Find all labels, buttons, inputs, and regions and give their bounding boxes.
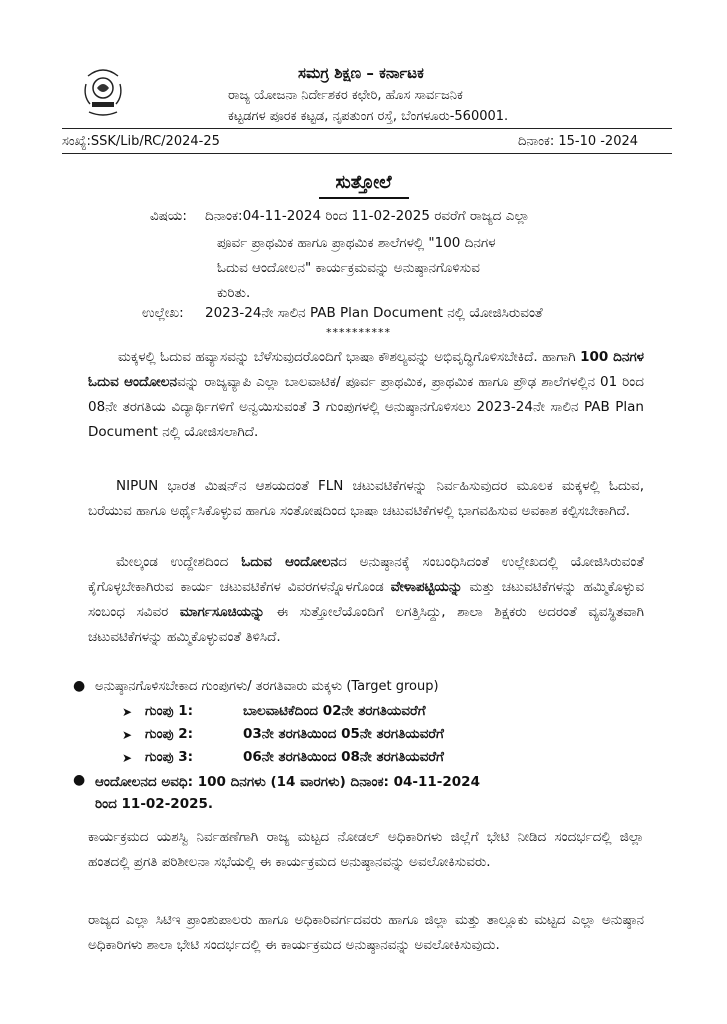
- page-title: ಸುತ್ತೋಲೆ: [335, 172, 392, 193]
- subject-line: ದಿನಾಂಕ:04-11-2024 ರಿಂದ 11-02-2025 ರವರೆಗೆ ರಾಜ್ಯದ ಎಲ್ಲಾ: [205, 208, 530, 224]
- ref-divider: [62, 153, 672, 154]
- arrow-icon: ➤: [122, 705, 133, 719]
- group-name: ಗುಂಪು 2:: [145, 726, 194, 742]
- arrow-icon: ➤: [122, 751, 133, 765]
- group-desc: ಬಾಲವಾಟಿಕೆದಿಂದ 02ನೇ ತರಗತಿಯವರೆಗೆ: [243, 703, 426, 719]
- para1-text: ವನ್ನು ರಾಜ್ಯವ್ಯಾಪಿ ಎಲ್ಲಾ ಬಾಲವಾಟಿಕ/ ಪೂರ್ವ ಪ್ರಾಥಮಿಕ, ಪ್ರಾಥಮಿಕ ಹಾಗೂ ಪ್ರೌಢ ಶಾಲೆಗಳಲ್ಲಿನ 01 ರಿಂದ 08ನೇ ತರಗತಿಯ ವಿದ್ಯಾರ್ಥಿಗಳಿಗೆ ಅನ್ವಯಿಸುವಂತೆ 3 ಗುಂಪುಗಳಲ್ಲಿ ಅನುಷ್ಠಾನಗೊಳಿಸಲು 2023-24ನೇ ಸಾಲಿನ PAB Plan Document ನಲ್ಲಿ ಯೋಜಿಸಲಾಗಿದೆ.: [88, 374, 645, 440]
- reference-text: 2023-24ನೇ ಸಾಲಿನ PAB Plan Document ನಲ್ಲಿ ಯೋಜಿಸಿರುವಂತೆ: [205, 305, 543, 321]
- paragraph-2: NIPUN ಭಾರತ ಮಿಷನ್‌ನ ಆಶಯದಂತೆ FLN ಚಟುವಟಿಕೆಗಳನ್ನು ನಿರ್ವಹಿಸುವುದರ ಮೂಲಕ ಮಕ್ಕಳಲ್ಲಿ ಓದುವ, ಬರೆಯುವ ಹಾಗೂ ಅರ್ಥೈಸಿಕೊಳ್ಳುವ ಹಾಗೂ ಸಂತೋಷದಿಂದ ಭಾಷಾ ಚಟುವಟಿಕೆಗಳಲ್ಲಿ ಭಾಗವಹಿಸುವ ಅವಕಾಶ ಕಲ್ಪಿಸಬೇಕಾಗಿದೆ.: [88, 478, 644, 519]
- document-date: ದಿನಾಂಕ: 15-10 -2024: [518, 134, 639, 149]
- group-desc: 06ನೇ ತರಗತಿಯಿಂದ 08ನೇ ತರಗತಿಯವರೆಗೆ: [243, 749, 444, 765]
- guidelines-bold: ಮಾರ್ಗಸೂಚಿಯನ್ನು: [179, 604, 265, 620]
- separator-stars: **********: [326, 326, 391, 339]
- bullet-icon: ●: [73, 678, 86, 694]
- arrow-icon: ➤: [122, 728, 133, 742]
- target-group-heading: ಅನುಷ್ಠಾನಗೊಳಿಸಬೇಕಾದ ಗುಂಪುಗಳು/ ತರಗತಿವಾರು ಮಕ್ಕಳು (Target group): [95, 679, 439, 694]
- timetable-bold: ವೇಳಾಪಟ್ಟಿಯನ್ನು: [390, 579, 463, 595]
- para3-text: ದ ಅನುಷ್ಠಾನಕ್ಕೆ ಸಂಬಂಧಿಸಿದಂತೆ ಉಲ್ಲೇಖದಲ್ಲಿ ಯೋಜಿಸಿರುವಂತೆ ಕೈಗೊಳ್ಳಬೇಕಾಗಿರುವ ಕಾರ್ಯ ಚಟುವಟಿಕೆಗಳ ವಿವರಗಳನ್ನೊಳಗೊಂಡ: [88, 554, 644, 595]
- paragraph-1: [88, 345, 644, 445]
- subject-line: ಓದುವ ಆಂದೋಲನ" ಕಾರ್ಯಕ್ರಮವನ್ನು ಅನುಷ್ಠಾನಗೊಳಿಸುವ: [217, 260, 480, 276]
- subject-line: ಕುರಿತು.: [217, 285, 251, 301]
- org-name: ಸಮಗ್ರ ಶಿಕ್ಷಣ – ಕರ್ನಾಟಕ: [298, 64, 424, 82]
- paragraph-3: [88, 550, 644, 650]
- group-name: ಗುಂಪು 3:: [145, 749, 194, 765]
- header-divider: [62, 128, 672, 129]
- group-name: ಗುಂಪು 1:: [145, 703, 194, 719]
- campaign-duration: ಆಂದೋಲನದ ಅವಧಿ: 100 ದಿನಗಳು (14 ವಾರಗಳು) ದಿನಾಂಕ: 04-11-2024: [95, 774, 480, 790]
- karnataka-emblem-icon: [80, 62, 126, 120]
- para3-text: ಈ ಸುತ್ತೋಲೆಯೊಂದಿಗೆ ಲಗತ್ತಿಸಿದ್ದು, ಶಾಲಾ ಶಿಕ್ಷಕರು ಅದರಂತೆ ವ್ಯವಸ್ಥಿತವಾಗಿ ಚಟುವಟಿಕೆಗಳನ್ನು ಹಮ್ಮಿಕೊಳ್ಳುವಂತೆ ತಿಳಿಸಿದೆ.: [88, 604, 644, 645]
- reference-number: ಸಂಖ್ಯೆ:SSK/Lib/RC/2024-25: [62, 134, 220, 149]
- bullet-icon: ●: [73, 772, 86, 788]
- org-address-line1: ರಾಜ್ಯ ಯೋಜನಾ ನಿರ್ದೇಶಕರ ಕಛೇರಿ, ಹೊಸ ಸಾರ್ವಜನಿಕ: [228, 88, 463, 103]
- para1-text: ಮಕ್ಕಳಲ್ಲಿ ಓದುವ ಹವ್ಯಾಸವನ್ನು ಬೆಳೆಸುವುದರೊಂದಿಗೆ ಭಾಷಾ ಕೌಶಲ್ಯವನ್ನು ಅಭಿವೃದ್ಧಿಗೊಳಿಸಬೇಕಿದೆ. ಹಾಗಾಗಿ: [118, 349, 581, 365]
- paragraph-5: ರಾಜ್ಯದ ಎಲ್ಲಾ ಸಿಟಿಇ ಪ್ರಾಂಶುಪಾಲರು ಹಾಗೂ ಅಧಿಕಾರಿವರ್ಗದವರು ಹಾಗೂ ಜಿಲ್ಲಾ ಮತ್ತು ತಾಲ್ಲೂಕು ಮಟ್ಟದ ಎಲ್ಲಾ ಅನುಷ್ಠಾನ ಅಧಿಕಾರಿಗಳು ಶಾಲಾ ಭೇಟಿ ಸಂದರ್ಭದಲ್ಲಿ ಈ ಕಾರ್ಯಕ್ರಮದ ಅನುಷ್ಠಾನವನ್ನು ಅವಲೋಕಿಸುವುದು.: [88, 912, 644, 953]
- para3-text: ಮೇಲ್ಕಂಡ ಉದ್ದೇಶದಿಂದ: [116, 554, 242, 570]
- org-address-line2: ಕಟ್ಟಡಗಳ ಪೂರಕ ಕಟ್ಟಡ, ನೃಪತುಂಗ ರಸ್ತೆ, ಬೆಂಗಳೂರು-560001.: [228, 109, 509, 124]
- para3-bold: ಓದುವ ಆಂದೋಲನ: [241, 554, 339, 570]
- subject-label: ವಿಷಯ:: [150, 208, 187, 224]
- subject-line: ಪೂರ್ವ ಪ್ರಾಥಮಿಕ ಹಾಗೂ ಪ್ರಾಥಮಿಕ ಶಾಲೆಗಳಲ್ಲಿ "100 ದಿನಗಳ: [217, 235, 496, 251]
- para1-bold: 100 ದಿನಗಳ ಓದುವ ಆಂದೋಲನ: [88, 349, 645, 390]
- group-desc: 03ನೇ ತರಗತಿಯಿಂದ 05ನೇ ತರಗತಿಯವರೆಗೆ: [243, 726, 444, 742]
- campaign-duration-end: ರಿಂದ 11-02-2025.: [95, 796, 214, 812]
- reference-label: ಉಲ್ಲೇಖ:: [142, 305, 184, 321]
- paragraph-4: ಕಾರ್ಯಕ್ರಮದ ಯಶಸ್ವಿ ನಿರ್ವಹಣೆಗಾಗಿ ರಾಜ್ಯ ಮಟ್ಟದ ನೋಡಲ್ ಅಧಿಕಾರಿಗಳು ಜಿಲ್ಲೆಗೆ ಭೇಟಿ ನೀಡಿದ ಸಂದರ್ಭದಲ್ಲಿ ಜಿಲ್ಲಾ ಹಂತದಲ್ಲಿ ಪ್ರಗತಿ ಪರಿಶೀಲನಾ ಸಭೆಯಲ್ಲಿ ಈ ಕಾರ್ಯಕ್ರಮದ ಅನುಷ್ಠಾನವನ್ನು ಅವಲೋಕಿಸುವರು.: [88, 829, 644, 870]
- para3-text: ಮತ್ತು ಚಟುವಟಿಕೆಗಳನ್ನು ಹಮ್ಮಿಕೊಳ್ಳುವ ಸಂಬಂಧ ಸವಿವರ: [88, 579, 644, 620]
- title-underline: [319, 197, 409, 199]
